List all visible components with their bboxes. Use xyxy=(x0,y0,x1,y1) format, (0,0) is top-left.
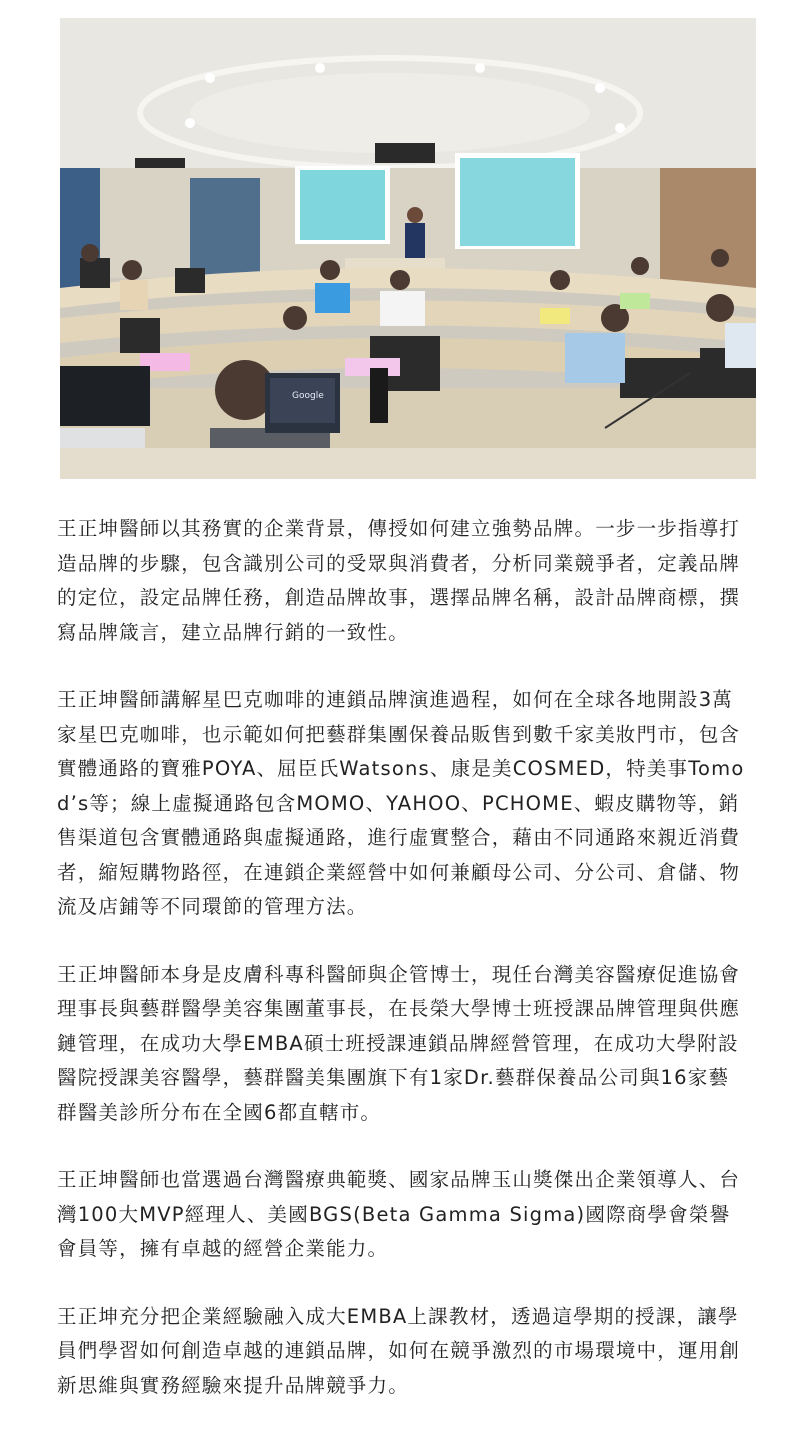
paragraph-credentials: 王正坤醫師本身是皮膚科專科醫師與企管博士，現任台灣美容醫療促進協會理事長與藝群醫學美容集團董事長，在長榮大學博士班授課品牌管理與供應鏈管理，在成功大學EMBA碩士班授課連鎖品牌經營管理，在成功大學附設醫院授課美容醫學，藝群醫美集團旗下有1家Dr.藝群保養品公司與16家藝群醫美診所分布在全國6都直轄市。 xyxy=(57,962,741,1124)
paragraph-emba-teaching: 王正坤充分把企業經驗融入成大EMBA上課教材，透過這學期的授課，讓學員們學習如何創造卓越的連鎖品牌，如何在競爭激烈的市場環境中，運用創新思維與實務經驗來提升品牌競爭力。 xyxy=(57,1304,741,1397)
paragraph-brand-building: 王正坤醫師以其務實的企業背景，傳授如何建立強勢品牌。一步一步指導打造品牌的步驟，包含識別公司的受眾與消費者，分析同業競爭者，定義品牌的定位，設定品牌任務，創造品牌故事，選擇品牌名稱，設計品牌商標，撰寫品牌箴言，建立品牌行銷的一致性。 xyxy=(57,517,741,644)
paragraph-awards: 王正坤醫師也當選過台灣醫療典範獎、國家品牌玉山獎傑出企業領導人、台灣100大MVP經理人、美國BGS(Beta Gamma Sigma)國際商學會榮譽會員等，擁有卓越的經營企業能力。 xyxy=(57,1168,741,1260)
lecture-hall-photo xyxy=(60,18,756,479)
paragraph-starbucks-channels: 王正坤醫師講解星巴克咖啡的連鎖品牌演進過程，如何在全球各地開設3萬家星巴克咖啡，也示範如何把藝群集團保養品販售到數千家美妝門市，包含實體通路的寶雅POYA、屈臣氏Watsons、康是美COSMED，特美事Tomod’s等；線上虛擬通路包含MOMO、YAHOO、PCHOME、蝦皮購物等，銷售渠道包含實體通路與虛擬通路，進行虛實整合，藉由不同通路來親近消費者，縮短購物路徑，在連鎖企業經營中如何兼顧母公司、分公司、倉儲、物流及店鋪等不同環節的管理方法。 xyxy=(57,688,745,918)
laptop-screen-text: Google xyxy=(292,391,324,401)
article-body xyxy=(57,512,747,1436)
